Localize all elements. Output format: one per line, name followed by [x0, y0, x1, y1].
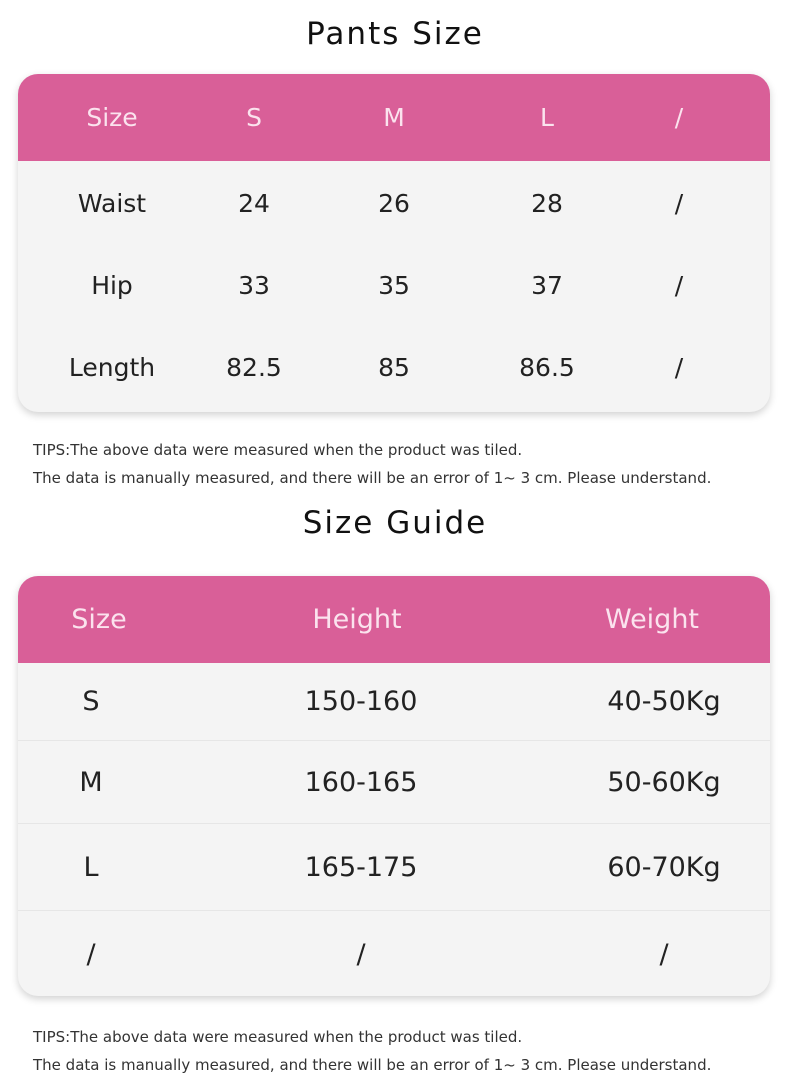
table-cell: 160-165: [304, 766, 418, 798]
table-cell: 28: [531, 188, 563, 218]
table-cell: 35: [378, 270, 410, 300]
table-cell: /: [659, 938, 669, 970]
table-cell: /: [356, 938, 366, 970]
row-label: S: [82, 686, 100, 717]
header-cell: Weight: [604, 604, 700, 635]
table-cell: 165-175: [304, 851, 418, 883]
header-cell: Size: [71, 604, 127, 635]
table-cell: /: [674, 188, 684, 218]
table-cell: /: [674, 352, 684, 382]
size-guide-header-row: [18, 576, 770, 663]
row-label: L: [83, 851, 99, 883]
pants-size-table: [18, 74, 770, 412]
table-cell: 33: [238, 270, 270, 300]
tips-line: TIPS:The above data were measured when the product was tiled.: [33, 441, 523, 459]
tips-line: The data is manually measured, and there will be an error of 1~ 3 cm. Please understand.: [33, 469, 712, 487]
table-cell: 26: [378, 188, 410, 218]
table-cell: 85: [378, 352, 410, 382]
size-guide-title: Size Guide: [302, 505, 488, 541]
header-cell: Height: [312, 604, 402, 635]
table-cell: 60-70Kg: [607, 851, 721, 883]
header-cell: /: [674, 103, 684, 132]
row-label: Waist: [77, 188, 147, 218]
table-row: [18, 325, 770, 409]
pants-tips: [33, 436, 711, 492]
tips-line: TIPS:The above data were measured when the product was tiled.: [33, 1028, 523, 1046]
header-cell: M: [383, 103, 405, 132]
table-cell: 82.5: [226, 352, 282, 382]
pants-size-title: Pants Size: [306, 16, 484, 52]
row-label: M: [79, 766, 103, 798]
table-row: [18, 740, 770, 823]
row-label: Length: [68, 352, 156, 382]
header-cell: L: [540, 103, 554, 132]
table-cell: 37: [531, 270, 563, 300]
table-row: [18, 823, 770, 910]
table-row: [18, 910, 770, 996]
table-cell: 150-160: [304, 686, 418, 717]
table-cell: 86.5: [519, 352, 575, 382]
header-cell: S: [246, 103, 262, 132]
row-label: Hip: [91, 270, 133, 300]
table-row: [18, 663, 770, 740]
guide-tips: [33, 1023, 711, 1079]
tips-line: The data is manually measured, and there will be an error of 1~ 3 cm. Please understand.: [33, 1056, 712, 1074]
table-cell: 50-60Kg: [607, 766, 721, 798]
table-cell: /: [674, 270, 684, 300]
size-guide-table: [18, 576, 770, 996]
table-cell: 24: [238, 188, 270, 218]
pants-size-header-row: [18, 74, 770, 161]
table-row: [18, 245, 770, 325]
row-label: /: [86, 938, 96, 970]
table-cell: 40-50Kg: [607, 686, 721, 717]
table-row: [18, 161, 770, 245]
header-cell: Size: [86, 103, 138, 132]
